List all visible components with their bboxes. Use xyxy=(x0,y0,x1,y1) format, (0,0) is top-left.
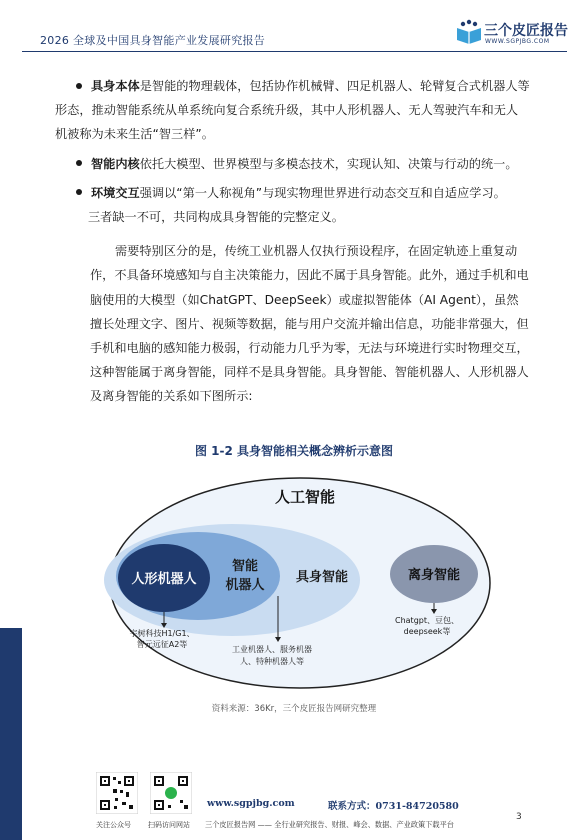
bullet-text: 是智能的物理载体，包括协作机械臂、四足机器人、轮臂复合式机器人等形态，推动智能系统从单系统向复合系统升级，其中人形机器人、无人驾驶汽车和无人机被称为未来生活“智三样”。 xyxy=(55,79,530,142)
qr-code-icon[interactable] xyxy=(96,772,138,814)
page-number: 3 xyxy=(516,812,522,822)
figure-title: 图 1-2 具身智能相关概念辨析示意图 xyxy=(194,444,394,458)
header-divider xyxy=(22,51,567,52)
footer-description: 三个皮匠报告网 —— 全行业研究报告、财报、峰会、数据、产业政策下载平台 xyxy=(205,820,454,829)
bullet-icon xyxy=(76,189,82,195)
embodied-label: 具身智能 xyxy=(295,570,349,585)
qr-caption-website: 扫码访问网站 xyxy=(148,821,190,829)
robot-label-2: 机器人 xyxy=(225,578,265,593)
summary-text: 三者缺一不可，共同构成具身智能的完整定义。 xyxy=(88,210,344,225)
bullet-item xyxy=(55,152,530,176)
logo xyxy=(454,18,572,50)
humanoid-label: 人形机器人 xyxy=(131,572,197,587)
footer-website[interactable]: www.sgpjbg.com xyxy=(207,798,295,809)
bullet-text: 依托大模型、世界模型与多模态技术，实现认知、决策与行动的统一。 xyxy=(139,156,518,171)
logo-subtext: WWW.SGPJBG.COM xyxy=(485,38,550,45)
disembodied-note-2: deepseek等 xyxy=(403,627,451,636)
bullet-text: 强调以“第一人称视角”与现实物理世界进行动态交互和自适应学习。 xyxy=(139,185,506,200)
disembodied-note-1: Chatgpt、豆包、 xyxy=(395,616,459,625)
logo-text: 三个皮匠报告 xyxy=(484,23,568,39)
figure-source: 资料来源：36Kr，三个皮匠报告网研究整理 xyxy=(211,704,377,714)
left-accent-band xyxy=(0,628,22,840)
qr-caption-wechat: 关注公众号 xyxy=(96,821,131,829)
bullet-item xyxy=(55,181,530,205)
humanoid-note-2: 智元远征A2等 xyxy=(136,640,188,649)
bullet-icon xyxy=(76,83,82,89)
bullet-item xyxy=(55,74,530,147)
robot-note-1: 工业机器人、服务机器 xyxy=(232,645,312,654)
report-title: 2026 全球及中国具身智能产业发展研究报告 xyxy=(40,34,266,47)
main-paragraph: 需要特别区分的是，传统工业机器人仅执行预设程序，在固定轨迹上重复动作，不具备环境感知与自主决策能力，因此不属于具身智能。此外，通过手机和电脑使用的大模型（如ChatGPT、DeepSeek）或虚拟智能体（AI Agent），虽然擅长处理文字、图片、视频等数据，能与用户交流并输出信息，功能非常强大，但手机和电脑的感知能力极弱，行动能力几乎为零，无法与环境进行实时物理交互，这种智能属于离身智能，同样不是具身智能。具身智能、智能机器人、人形机器人及离身智能的关系如下图所示: xyxy=(90,244,529,404)
robot-note-2: 人、特种机器人等 xyxy=(240,657,304,666)
humanoid-note-1: 宇树科技H1/G1、 xyxy=(129,629,195,638)
ai-label: 人工智能 xyxy=(274,488,336,506)
concept-diagram xyxy=(100,468,500,693)
bullet-icon xyxy=(76,160,82,166)
robot-label-1: 智能 xyxy=(231,559,259,574)
footer-contact: 联系方式：0731-84720580 xyxy=(328,801,459,812)
bullet-term: 智能内核 xyxy=(91,156,140,171)
body-text xyxy=(55,74,530,409)
bullet-term: 具身本体 xyxy=(91,79,140,93)
qr-code-icon[interactable] xyxy=(150,772,192,814)
bullet-term: 环境交互 xyxy=(91,185,140,200)
disembodied-label: 离身智能 xyxy=(407,568,461,583)
logo-book-icon xyxy=(454,18,484,48)
